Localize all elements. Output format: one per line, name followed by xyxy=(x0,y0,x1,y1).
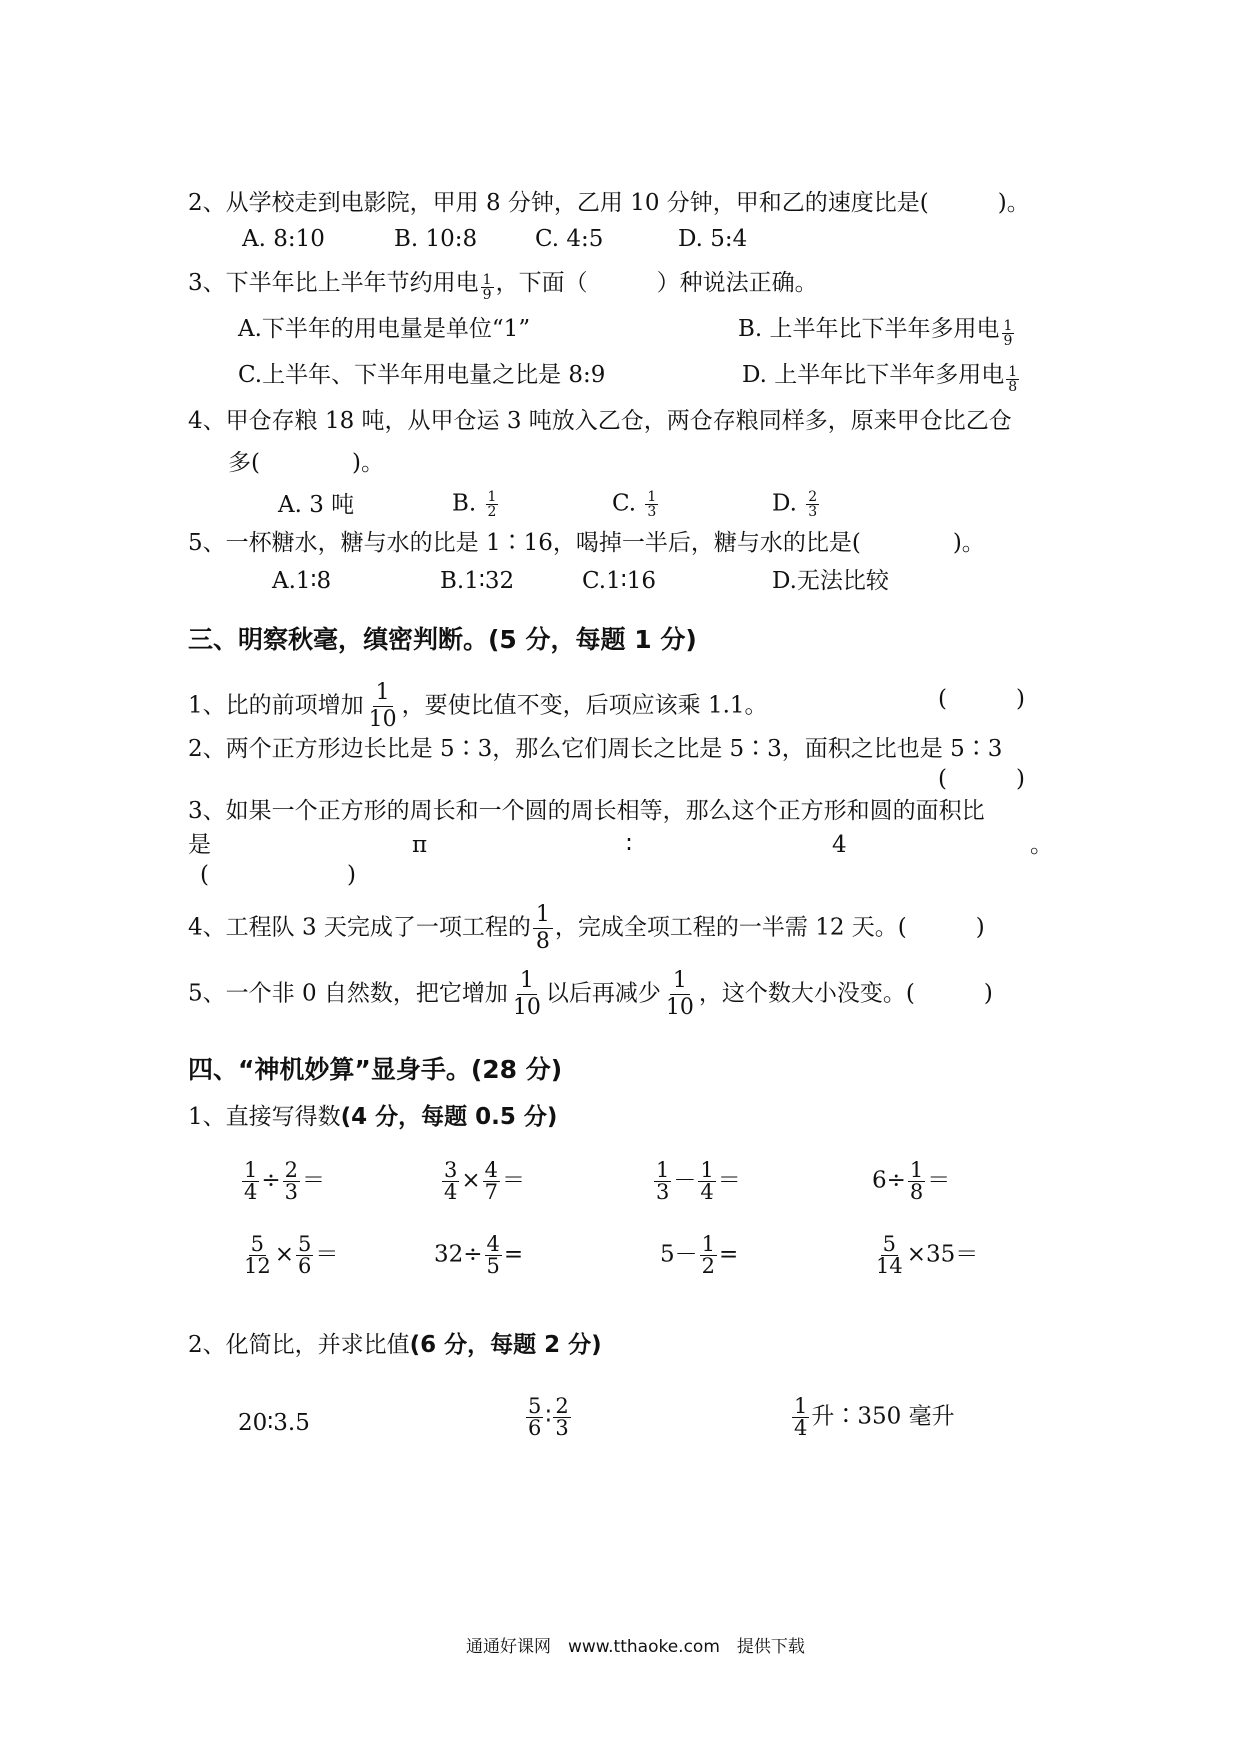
mc-q3-option-d: D. 上半年比下半年多用电 $\frac{1}{8}$ xyxy=(742,362,1018,395)
section-3-title: 三、明察秋毫，缜密判断。(5 分，每题 1 分) xyxy=(188,625,697,654)
tf-q3-colon: ∶ xyxy=(626,832,632,858)
mc-q4-option-b: B. $\frac{1}{2}$ xyxy=(452,489,497,520)
mc-q4-option-d: D. $\frac{2}{3}$ xyxy=(772,489,818,520)
mc-q3-stem-pre: 3、下半年比上半年节约用电 xyxy=(188,270,479,296)
mc-q2-option-b: B. 10:8 xyxy=(394,226,478,252)
tf-q5: 5、一个非 0 自然数，把它增加 $\frac{1}{10}$ 以后再减少 $\frac{1}{10}$ ，这个数大小没变。( ) xyxy=(188,968,993,1020)
part-2-title: 2、化简比，并求比值(6 分，每题 2 分) xyxy=(188,1332,602,1358)
fraction: $\frac{1}{2}$ xyxy=(487,489,497,520)
mc-q3-option-a: A.下半年的用电量是单位“1” xyxy=(238,316,531,342)
mc-q3-option-b: B. 上半年比下半年多用电 $\frac{1}{9}$ xyxy=(738,316,1013,349)
tf-q3-end: 。 xyxy=(1030,832,1053,858)
fraction: $\frac{1}{9}$ xyxy=(1003,318,1013,349)
mc-q4-line1: 4、甲仓存粮 18 吨，从甲仓运 3 吨放入乙仓，两仓存粮同样多，原来甲仓比乙仓 xyxy=(188,408,1012,434)
calc-item-4: 6÷ $\frac{1}{8}$ ＝ xyxy=(872,1158,951,1204)
calc-item-8: $\frac{5}{14}$ ×35＝ xyxy=(876,1232,979,1278)
calc-item-5: $\frac{5}{12}$ × $\frac{5}{6}$ ＝ xyxy=(244,1232,339,1278)
mc-q3-stem xyxy=(188,272,818,302)
fraction: $\frac{1}{9}$ xyxy=(482,272,492,303)
footer-credit: 通通好课网 www.tthaoke.com 提供下载 xyxy=(466,1637,805,1657)
mc-q5-option-a: A.1∶8 xyxy=(272,568,332,594)
calc-item-1: $\frac{1}{4}$ ÷ $\frac{2}{3}$ ＝ xyxy=(244,1158,326,1204)
mc-q5-option-b: B.1∶32 xyxy=(440,568,515,594)
fraction: $\frac{1}{8}$ xyxy=(533,902,553,955)
ratio-item-3: $\frac{1}{4}$ 升∶350 毫升 xyxy=(794,1394,955,1440)
mc-q5-option-c: C.1∶16 xyxy=(582,568,656,594)
mc-q4-line2: 多( )。 xyxy=(228,450,384,476)
tf-q3-answer-paren[interactable]: ( ) xyxy=(200,862,356,888)
tf-q2: 2、两个正方形边长比是 5∶3，那么它们周长之比是 5∶3，面积之比也是 5∶3 xyxy=(188,736,1003,762)
calc-item-3: $\frac{1}{3}$ － $\frac{1}{4}$ ＝ xyxy=(656,1158,741,1204)
mc-q3-stem-post: ，下面（ ）种说法正确。 xyxy=(495,270,818,296)
fraction: $\frac{2}{3}$ xyxy=(808,489,818,520)
mc-q4-option-c: C. $\frac{1}{3}$ xyxy=(612,489,657,520)
ratio-item-2: $\frac{5}{6}$ ∶ $\frac{2}{3}$ xyxy=(528,1394,569,1440)
tf-q3-line1: 3、如果一个正方形的周长和一个圆的周长相等，那么这个正方形和圆的面积比 xyxy=(188,798,985,824)
calc-item-2: $\frac{3}{4}$ × $\frac{4}{7}$ ＝ xyxy=(444,1158,526,1204)
tf-q1: 1、比的前项增加 $\frac{1}{10}$ ，要使比值不变，后项应该乘 1.1。 xyxy=(188,680,768,732)
mc-q2-option-a: A. 8:10 xyxy=(242,226,325,252)
mc-q4-option-a: A. 3 吨 xyxy=(278,492,355,518)
ratio-item-1: 20∶3.5 xyxy=(238,1410,310,1436)
fraction: $\frac{1}{8}$ xyxy=(1008,364,1018,395)
tf-q3-four: 4 xyxy=(832,832,847,858)
mc-q5-option-d: D.无法比较 xyxy=(772,568,889,594)
tf-q1-answer-paren[interactable]: ( ) xyxy=(938,686,1025,712)
mc-q5-stem: 5、一杯糖水，糖与水的比是 1∶16，喝掉一半后，糖与水的比是( )。 xyxy=(188,530,985,556)
fraction: $\frac{1}{10}$ xyxy=(512,968,541,1020)
section-4-title: 四、“神机妙算”显身手。(28 分) xyxy=(188,1055,563,1084)
mc-q3-option-c: C.上半年、下半年用电量之比是 8:9 xyxy=(238,362,606,388)
fraction: $\frac{1}{10}$ xyxy=(665,968,694,1020)
mc-q2-option-c: C. 4:5 xyxy=(535,226,604,252)
mc-q2-option-d: D. 5:4 xyxy=(678,226,748,252)
fraction: $\frac{1}{3}$ xyxy=(647,489,657,520)
tf-q2-answer-paren[interactable]: ( ) xyxy=(938,766,1025,792)
calc-item-7: 5－ $\frac{1}{2}$ = xyxy=(660,1232,739,1278)
fraction: $\frac{1}{10}$ xyxy=(368,680,397,732)
calc-item-6: 32÷ $\frac{4}{5}$ = xyxy=(434,1232,524,1278)
part-1-title: 1、直接写得数(4 分，每题 0.5 分) xyxy=(188,1104,558,1130)
tf-q4: 4、工程队 3 天完成了一项工程的 $\frac{1}{8}$ ，完成全项工程的一半需 12 天。( ) xyxy=(188,902,985,954)
mc-q2-stem: 2、从学校走到电影院，甲用 8 分钟，乙用 10 分钟，甲和乙的速度比是( )。 xyxy=(188,190,1030,216)
tf-q3-pi: π xyxy=(412,832,428,858)
tf-q3-pre: 是 xyxy=(188,832,211,858)
